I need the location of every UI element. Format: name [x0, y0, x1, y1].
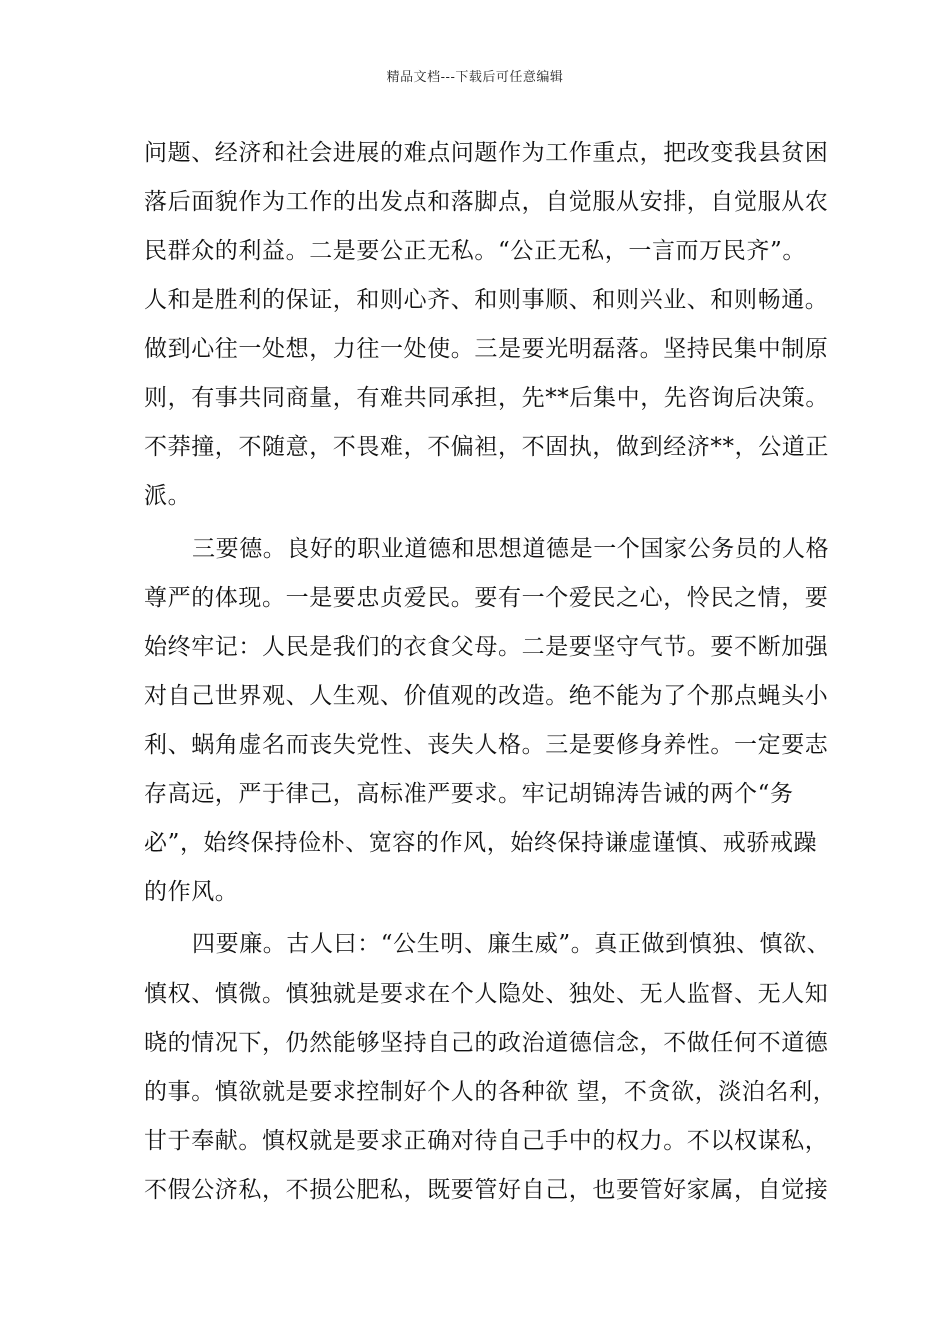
text-line: 的事。慎欲就是要求控制好个人的各种欲 望，不贪欲，淡泊名利， [144, 1079, 837, 1105]
text-line: 的作风。 [144, 879, 239, 905]
text-line: 存高远，严于律己，高标准严要求。牢记胡锦涛告诫的两个“务 [144, 781, 794, 807]
text-line: 民群众的利益。二是要公正无私。“公正无私，一言而万民齐”。 [144, 238, 806, 264]
text-line: 尊严的体现。一是要忠贞爱民。要有一个爱民之心，怜民之情，要 [144, 585, 829, 611]
text-line: 慎权、慎微。慎独就是要求在个人隐处、独处、无人监督、无人知 [144, 981, 829, 1007]
text-line: 则，有事共同商量，有难共同承担，先**后集中，先咨询后决策。 [144, 385, 829, 411]
text-line: 问题、经济和社会进展的难点问题作为工作重点，把改变我县贫困 [144, 140, 829, 166]
text-line: 对自己世界观、人生观、价值观的改造。绝不能为了个那点蝇头小 [144, 683, 829, 709]
text-line: 必”，始终保持俭朴、宽容的作风，始终保持谦虚谨慎、戒骄戒躁 [144, 830, 818, 856]
paragraph-first-line: 三要德。良好的职业道德和思想道德是一个国家公务员的人格 [192, 536, 830, 562]
text-line: 不假公济私，不损公肥私，既要管好自己，也要管好家属，自觉接 [144, 1177, 829, 1203]
page-header: 精品文档---下载后可任意编辑 [386, 70, 564, 85]
text-line: 做到心往一处想，力往一处使。三是要光明磊落。坚持民集中制原 [144, 336, 829, 362]
text-line: 晓的情况下，仍然能够坚持自己的政治道德信念，不做任何不道德 [144, 1030, 829, 1056]
text-line: 利、蜗角虚名而丧失党性、丧失人格。三是要修身养性。一定要志 [144, 732, 829, 758]
text-line: 落后面貌作为工作的出发点和落脚点，自觉服从安排，自觉服从农 [144, 189, 829, 215]
text-line: 始终牢记：人民是我们的衣食父母。二是要坚守气节。要不断加强 [144, 634, 829, 660]
text-line: 派。 [144, 483, 192, 509]
text-line: 甘于奉献。慎权就是要求正确对待自己手中的权力。不以权谋私， [144, 1128, 829, 1154]
text-line: 不莽撞，不随意，不畏难，不偏袒，不固执，做到经济**，公道正 [144, 434, 829, 460]
text-line: 人和是胜利的保证，和则心齐、和则事顺、和则兴业、和则畅通。 [144, 287, 829, 313]
paragraph-first-line: 四要廉。古人曰：“公生明、廉生威”。真正做到慎独、慎欲、 [192, 931, 831, 957]
